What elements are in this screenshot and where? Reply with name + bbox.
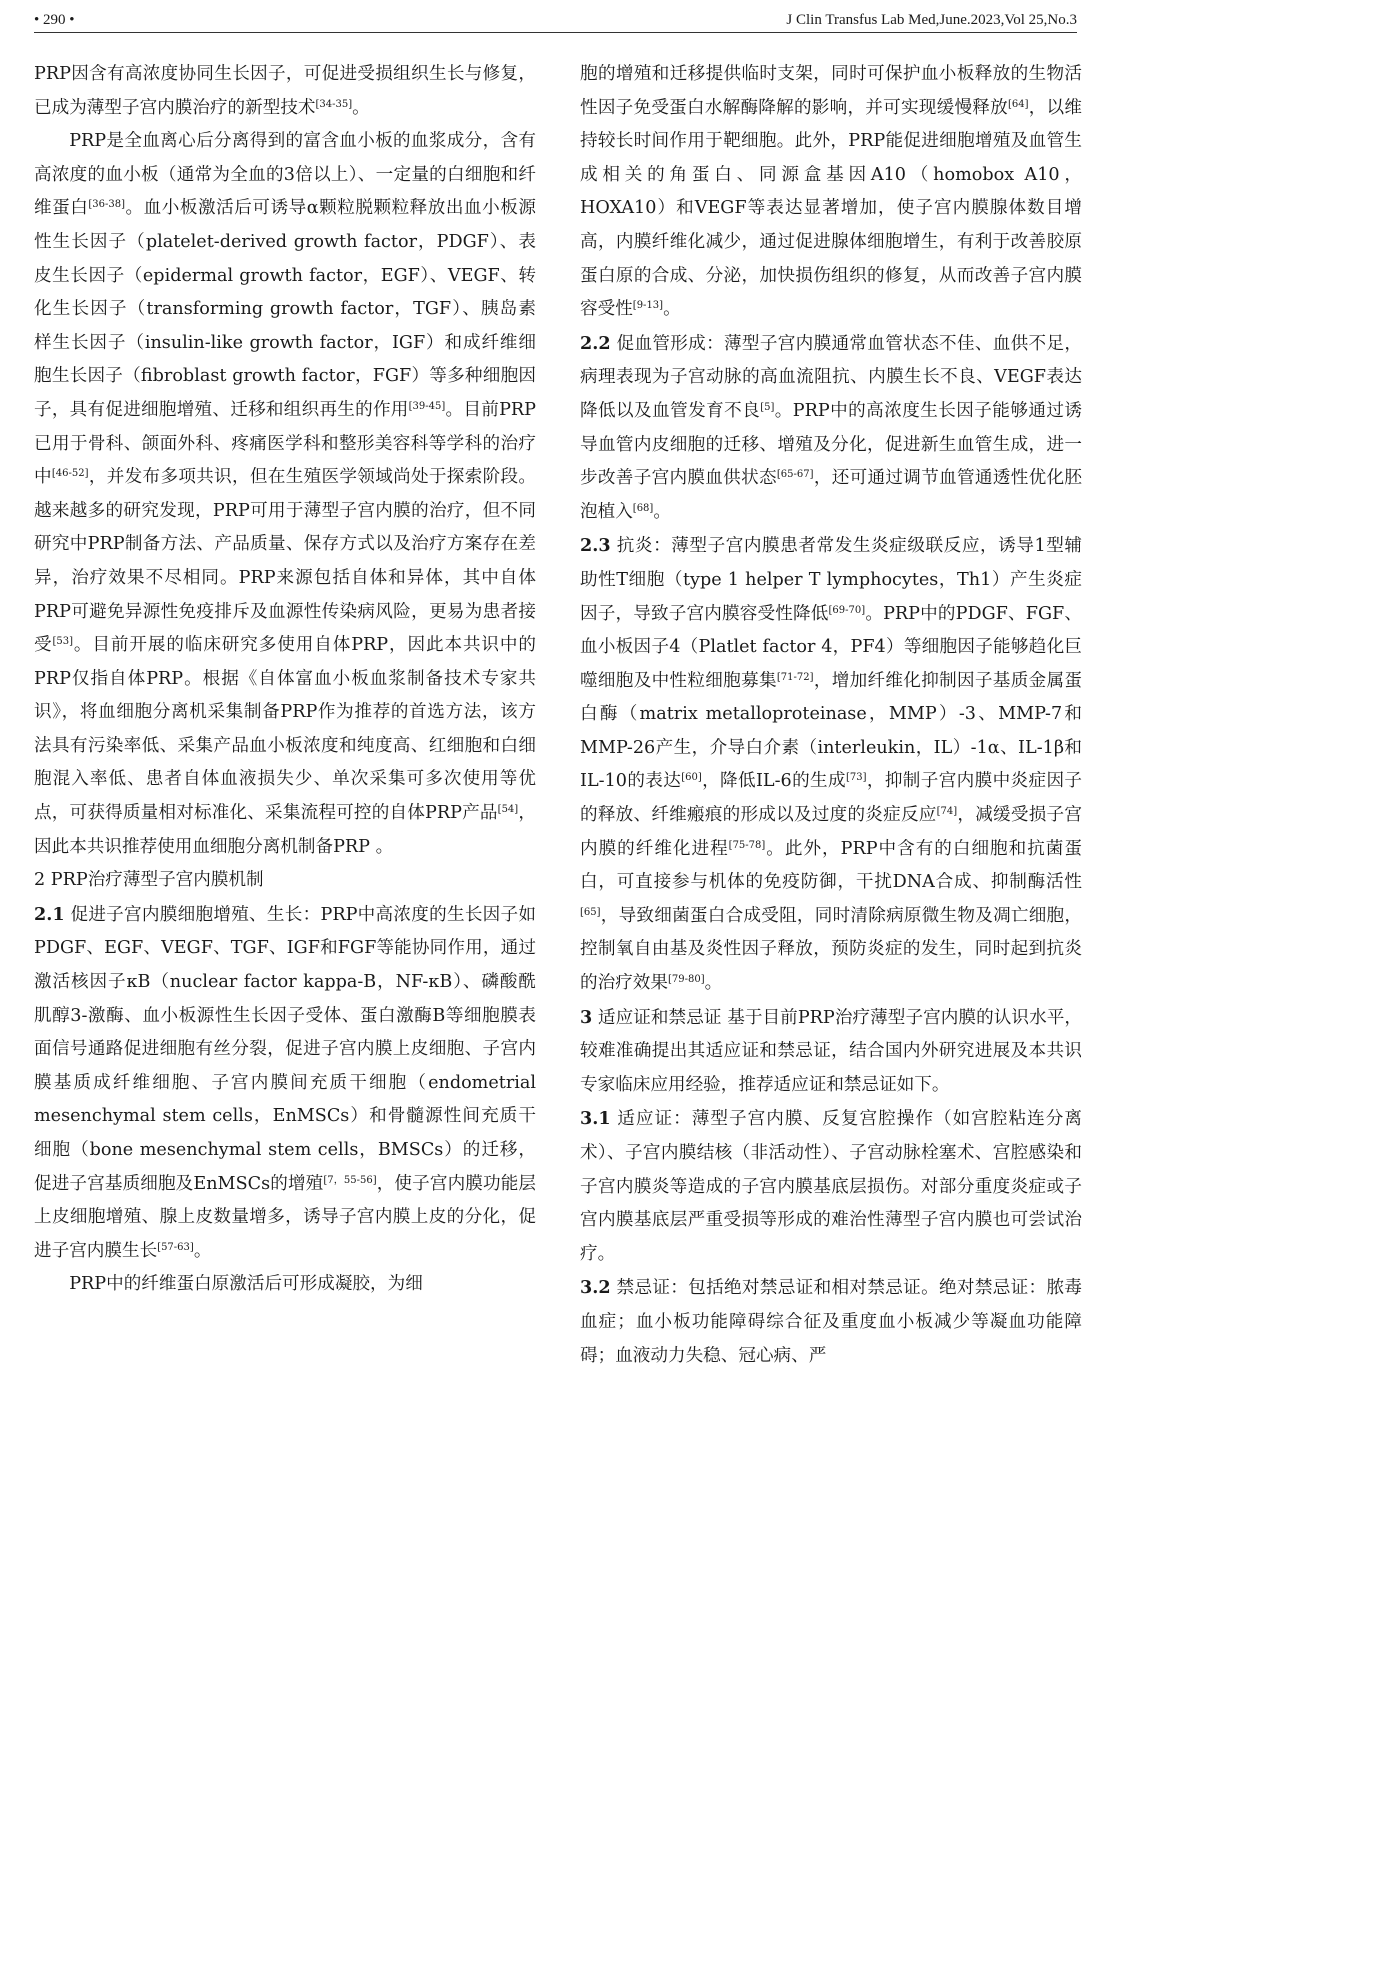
section-number: 3	[580, 1006, 593, 1028]
left-column	[34, 58, 536, 1558]
paragraph: PRP是全血离心后分离得到的富含血小板的血浆成分，含有高浓度的血小板（通常为全血的3倍以上）、一定量的白细胞和纤维蛋白[36-38]。血小板激活后可诱导α颗粒脱颗粒释放出血小板源性生长因子（platelet-derived growth factor，PDGF）、表皮生长因子（epidermal growth factor，EGF）、VEGF、转化生长因子（transforming growth factor，TGF）、胰岛素样生长因子（insulin-like growth factor，IGF）和成纤维细胞生长因子（fibroblast growth factor，FGF）等多种细胞因子，具有促进细胞增殖、迁移和组织再生的作用[39-45]。目前PRP已用于骨科、颌面外科、疼痛医学科和整形美容科等学科的治疗中[46-52]，并发布多项共识，但在生殖医学领域尚处于探索阶段。越来越多的研究发现，PRP可用于薄型子宫内膜的治疗，但不同研究中PRP制备方法、产品质量、保存方式以及治疗方案存在差异，治疗效果不尽相同。PRP来源包括自体和异体，其中自体PRP可避免异源性免疫排斥及血源性传染病风险，更易为患者接受[53]。目前开展的临床研究多使用自体PRP，因此本共识中的PRP仅指自体PRP。根据《自体富血小板血浆制备技术专家共识》，将血细胞分离机采集制备PRP作为推荐的首选方法，该方法具有污染率低、采集产品血小板浓度和纯度高、红细胞和白细胞混入率低、患者自体血液损失少、单次采集可多次使用等优点，可获得质量相对标准化、采集流程可控的自体PRP产品[54]，因此本共识推荐使用血细胞分离机制备PRP 。	[34, 131, 536, 857]
paragraph: 2.2 促血管形成：薄型子宫内膜通常血管状态不佳、血供不足，病理表现为子宫动脉的高血流阻抗、内膜生长不良、VEGF表达降低以及血管发育不良[5]。PRP中的高浓度生长因子能够通过诱导血管内皮细胞的迁移、增殖及分化，促进新生血管生成，进一步改善子宫内膜血供状态[65-67]，还可通过调节血管通透性优化胚泡植入[68]。	[580, 332, 1082, 522]
citation: [34-35]	[315, 98, 353, 110]
paragraph: PRP中的纤维蛋白原激活后可形成凝胶，为细	[69, 1274, 423, 1295]
subsection-number: 2.1	[34, 903, 65, 925]
citation: [57-63]	[157, 1241, 194, 1253]
journal-citation: J Clin Transfus Lab Med,June.2023,Vol 25,No.3	[786, 12, 1077, 28]
paragraph: PRP因含有高浓度协同生长因子，可促进受损组织生长与修复，已成为薄型子宫内膜治疗的新型技术[34-35]。	[34, 64, 536, 118]
citation: [65-67]	[776, 469, 814, 481]
citation: [7，55-56]	[323, 1174, 377, 1186]
paragraph: 3.2 禁忌证：包括绝对禁忌证和相对禁忌证。绝对禁忌证：脓毒血症；血小板功能障碍综合征及重度血小板减少等凝血功能障碍；血液动力失稳、冠心病、严	[580, 1277, 1082, 1366]
citation: [54]	[497, 804, 519, 816]
citation: [46-52]	[51, 468, 89, 480]
subsection-number: 2.3	[580, 535, 611, 557]
citation: [73]	[845, 772, 867, 784]
paragraph: 胞的增殖和迁移提供临时支架，同时可保护血小板释放的生物活性因子免受蛋白水解酶降解的影响，并可实现缓慢释放[64]，以维持较长时间作用于靶细胞。此外，PRP能促进细胞增殖及血管生成相关的角蛋白、同源盒基因A10（homobox A10，HOXA10）和VEGF等表达显著增加，使子宫内膜腺体数目增高，内膜纤维化减少，通过促进腺体细胞增生，有利于改善胶原蛋白原的合成、分泌，加快损伤组织的修复，从而改善子宫内膜容受性[9-13]。	[580, 64, 1082, 320]
subsection-number: 3.2	[580, 1277, 611, 1299]
citation: [68]	[632, 502, 654, 514]
citation: [36-38]	[88, 199, 125, 211]
section-heading: 2 PRP治疗薄型子宫内膜机制	[34, 870, 264, 891]
citation: [65]	[580, 906, 601, 918]
page-header	[34, 10, 1077, 33]
citation: [9-13]	[632, 300, 664, 312]
citation: [64]	[1007, 98, 1029, 110]
paragraph: 3.1 适应证：薄型子宫内膜、反复宫腔操作（如宫腔粘连分离术）、子宫内膜结核（非活动性）、子宫动脉栓塞术、宫腔感染和子宫内膜炎等造成的子宫内膜基底层损伤。对部分重度炎症或子宫内膜基底层严重受损等形成的难治性薄型子宫内膜也可尝试治疗。	[580, 1108, 1082, 1264]
citation: [79-80]	[667, 974, 705, 986]
subsection-number: 2.2	[580, 332, 611, 354]
section-title: 适应证和禁忌证	[592, 1007, 722, 1028]
citation: [75-78]	[728, 839, 766, 851]
citation: [71-72]	[776, 671, 814, 683]
page-number: • 290 •	[34, 12, 75, 28]
paragraph: 3 适应证和禁忌证 基于目前PRP治疗薄型子宫内膜的认识水平，较难准确提出其适应证和禁忌证，结合国内外研究进展及本共识专家临床应用经验，推荐适应证和禁忌证如下。	[580, 1006, 1082, 1095]
paragraph: 2.3 抗炎：薄型子宫内膜患者常发生炎症级联反应，诱导1型辅助性T细胞（type 1 helper T lymphocytes，Th1）产生炎症因子，导致子宫内膜容受性降低[69-70]。PRP中的PDGF、FGF、血小板因子4（Platlet factor 4，PF4）等细胞因子能够趋化巨噬细胞及中性粒细胞募集[71-72]，增加纤维化抑制因子基质金属蛋白酶（matrix metalloproteinase，MMP）-3、MMP-7和MMP-26产生，介导白介素（interleukin，IL）-1α、IL-1β和IL-10的表达[60]，降低IL-6的生成[73]，抑制子宫内膜中炎症因子的释放、纤维瘢痕的形成以及过度的炎症反应[74]，减缓受损子宫内膜的纤维化进程[75-78]。此外，PRP中含有的白细胞和抗菌蛋白，可直接参与机体的免疫防御，干扰DNA合成、抑制酶活性[65]，导致细菌蛋白合成受阻，同时清除病原微生物及凋亡细胞，控制氧自由基及炎性因子释放，预防炎症的发生，同时起到抗炎的治疗效果[79-80]。	[580, 535, 1082, 994]
citation: [53]	[52, 636, 74, 648]
paragraph: 2.1 促进子宫内膜细胞增殖、生长：PRP中高浓度的生长因子如PDGF、EGF、VEGF、TGF、IGF和FGF等能协同作用，通过激活核因子κB（nuclear factor kappa-B，NF-κB）、磷酸酰肌醇3-激酶、血小板源性生长因子受体、蛋白激酶B等细胞膜表面信号通路促进细胞有丝分裂，促进子宫内膜上皮细胞、子宫内膜基质成纤维细胞、子宫内膜间充质干细胞（endometrial mesenchymal stem cells，EnMSCs）和骨髓源性间充质干细胞（bone mesenchymal stem cells，BMSCs）的迁移，促进子宫基质细胞及EnMSCs的增殖[7，55-56]，使子宫内膜功能层上皮细胞增殖、腺上皮数量增多，诱导子宫内膜上皮的分化，促进子宫内膜生长[57-63]。	[34, 903, 536, 1261]
right-column	[580, 58, 1082, 1558]
citation: [39-45]	[408, 400, 446, 412]
citation: [5]	[760, 401, 775, 413]
subsection-number: 3.1	[580, 1108, 611, 1130]
citation: [74]	[936, 806, 958, 818]
citation: [69-70]	[828, 604, 866, 616]
citation: [60]	[681, 772, 702, 784]
